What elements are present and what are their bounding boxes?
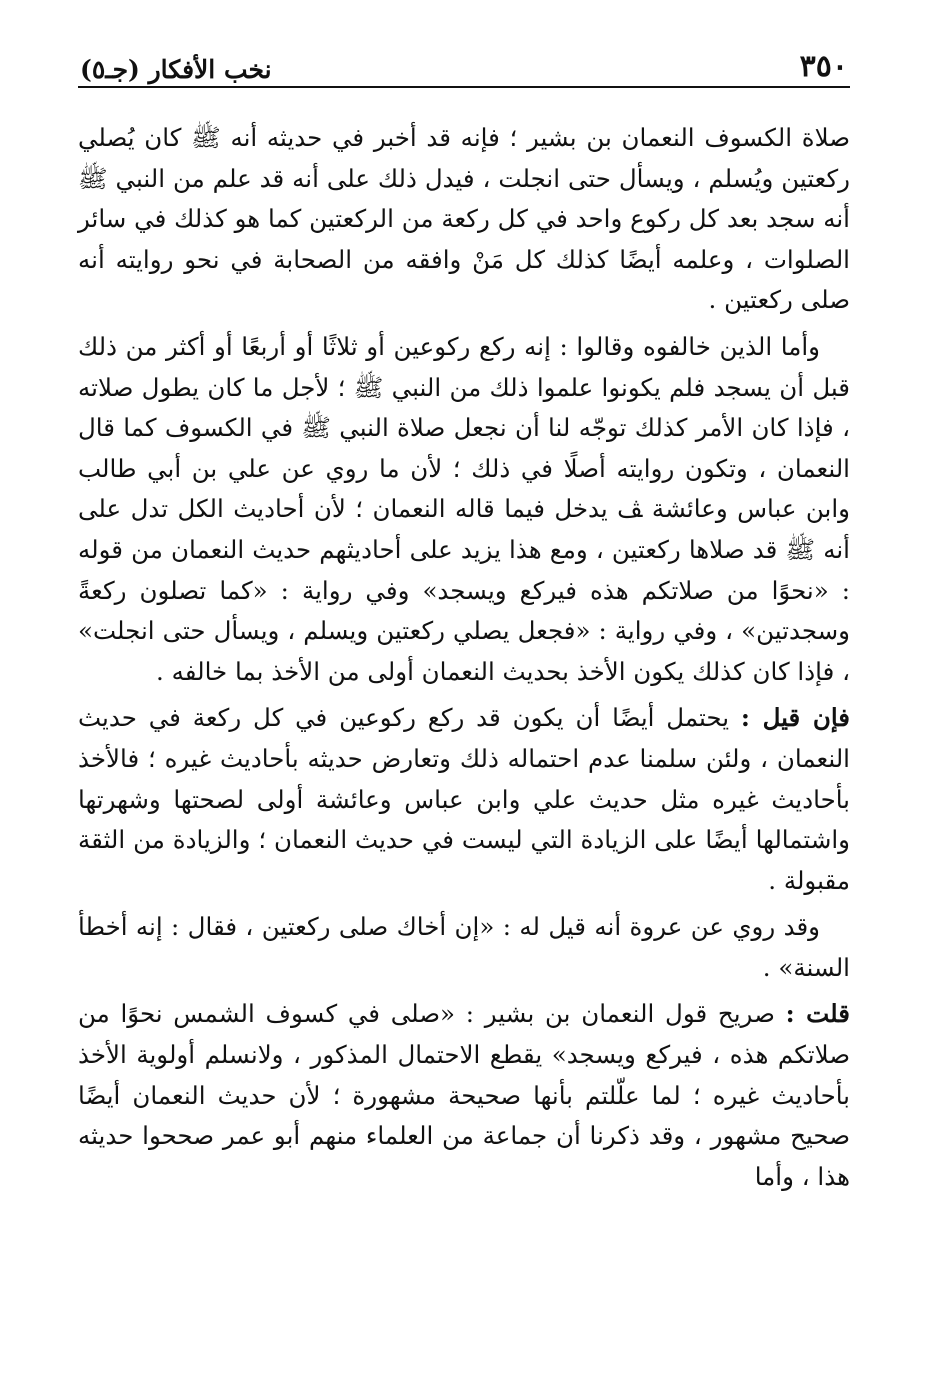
paragraph-3-lead: فإن قيل : — [740, 703, 850, 733]
page-number: ٣٥٠ — [799, 49, 848, 84]
paragraph-4 — [78, 907, 850, 988]
body-text — [78, 118, 850, 1197]
running-title: نخب الأفكار (جـ٥) — [80, 55, 272, 84]
paragraph-3 — [78, 698, 850, 901]
paragraph-5-lead: قلت : — [785, 999, 850, 1029]
page-header — [78, 38, 850, 88]
paragraph-5-text: صريح قول النعمان بن بشير : «صلى في كسوف الشمس نحوًا من صلاتكم هذه ، فيركع ويسجد» يقطع الاحتمال المذكور ، ولانسلم أولوية الأخذ بأحاديث غيره ؛ لما علّلتم بأنها صحيحة مشهورة ؛ لأن حديث النعمان أيضًا صحيح مشهور ، وقد ذكرنا أن جماعة من العلماء منهم أبو عمر صححوا حديثه هذا ، وأما — [78, 999, 850, 1191]
paragraph-3-text: يحتمل أيضًا أن يكون قد ركع ركوعين في كل ركعة في حديث النعمان ، ولئن سلمنا عدم احتماله ذلك وتعارض حديثه بأحاديث غيره ؛ فالأخذ بأحاديث غيره مثل حديث علي وابن عباس وعائشة أولى لصحتها وشهرتها واشتمالها أيضًا على الزيادة التي ليست في حديث النعمان ؛ والزيادة من الثقة مقبولة . — [78, 703, 850, 895]
paragraph-5 — [78, 994, 850, 1197]
paragraph-4-text: وقد روي عن عروة أنه قيل له : «إن أخاك صلى ركعتين ، فقال : إنه أخطأ السنة» . — [78, 912, 850, 982]
book-page — [78, 38, 850, 1203]
paragraph-2-text: وأما الذين خالفوه وقالوا : إنه ركع ركوعين أو ثلاثًا أو أربعًا أو أكثر من ذلك قبل أن يسجد فلم يكونوا علموا ذلك من النبي ﷺ ؛ لأجل ما كان يطول صلاته ، فإذا كان الأمر كذلك توجّه لنا أن نجعل صلاة النبي ﷺ في الكسوف كما قال النعمان ، وتكون روايته أصلًا في ذلك ؛ لأن ما روي عن علي بن أبي طالب وابن عباس وعائشة ﭫ يدخل فيما قاله النعمان ؛ لأن أحاديث الكل تدل على أنه ﷺ قد صلاها ركعتين ، ومع هذا يزيد على أحاديثهم حديث النعمان من قوله : «نحوًا من صلاتكم هذه فيركع ويسجد» وفي رواية : «كما تصلون ركعةً وسجدتين» ، وفي رواية : «فجعل يصلي ركعتين ويسلم ، ويسأل حتى انجلت» ، فإذا كان كذلك يكون الأخذ بحديث النعمان أولى من الأخذ بما خالفه . — [78, 331, 850, 686]
paragraph-1-text: صلاة الكسوف النعمان بن بشير ؛ فإنه قد أخبر في حديثه أنه ﷺ كان يُصلي ركعتين ويُسلم ، ويسأل حتى انجلت ، فيدل ذلك على أنه قد علم من النبي ﷺ أنه سجد بعد كل ركوع واحد في كل ركعة من الركعتين كما هو كذلك في سائر الصلوات ، وعلمه أيضًا كذلك كل مَنْ وافقه من الصحابة في نحو روايته أنه صلى ركعتين . — [78, 123, 850, 315]
paragraph-1 — [78, 118, 850, 321]
paragraph-2 — [78, 327, 850, 692]
